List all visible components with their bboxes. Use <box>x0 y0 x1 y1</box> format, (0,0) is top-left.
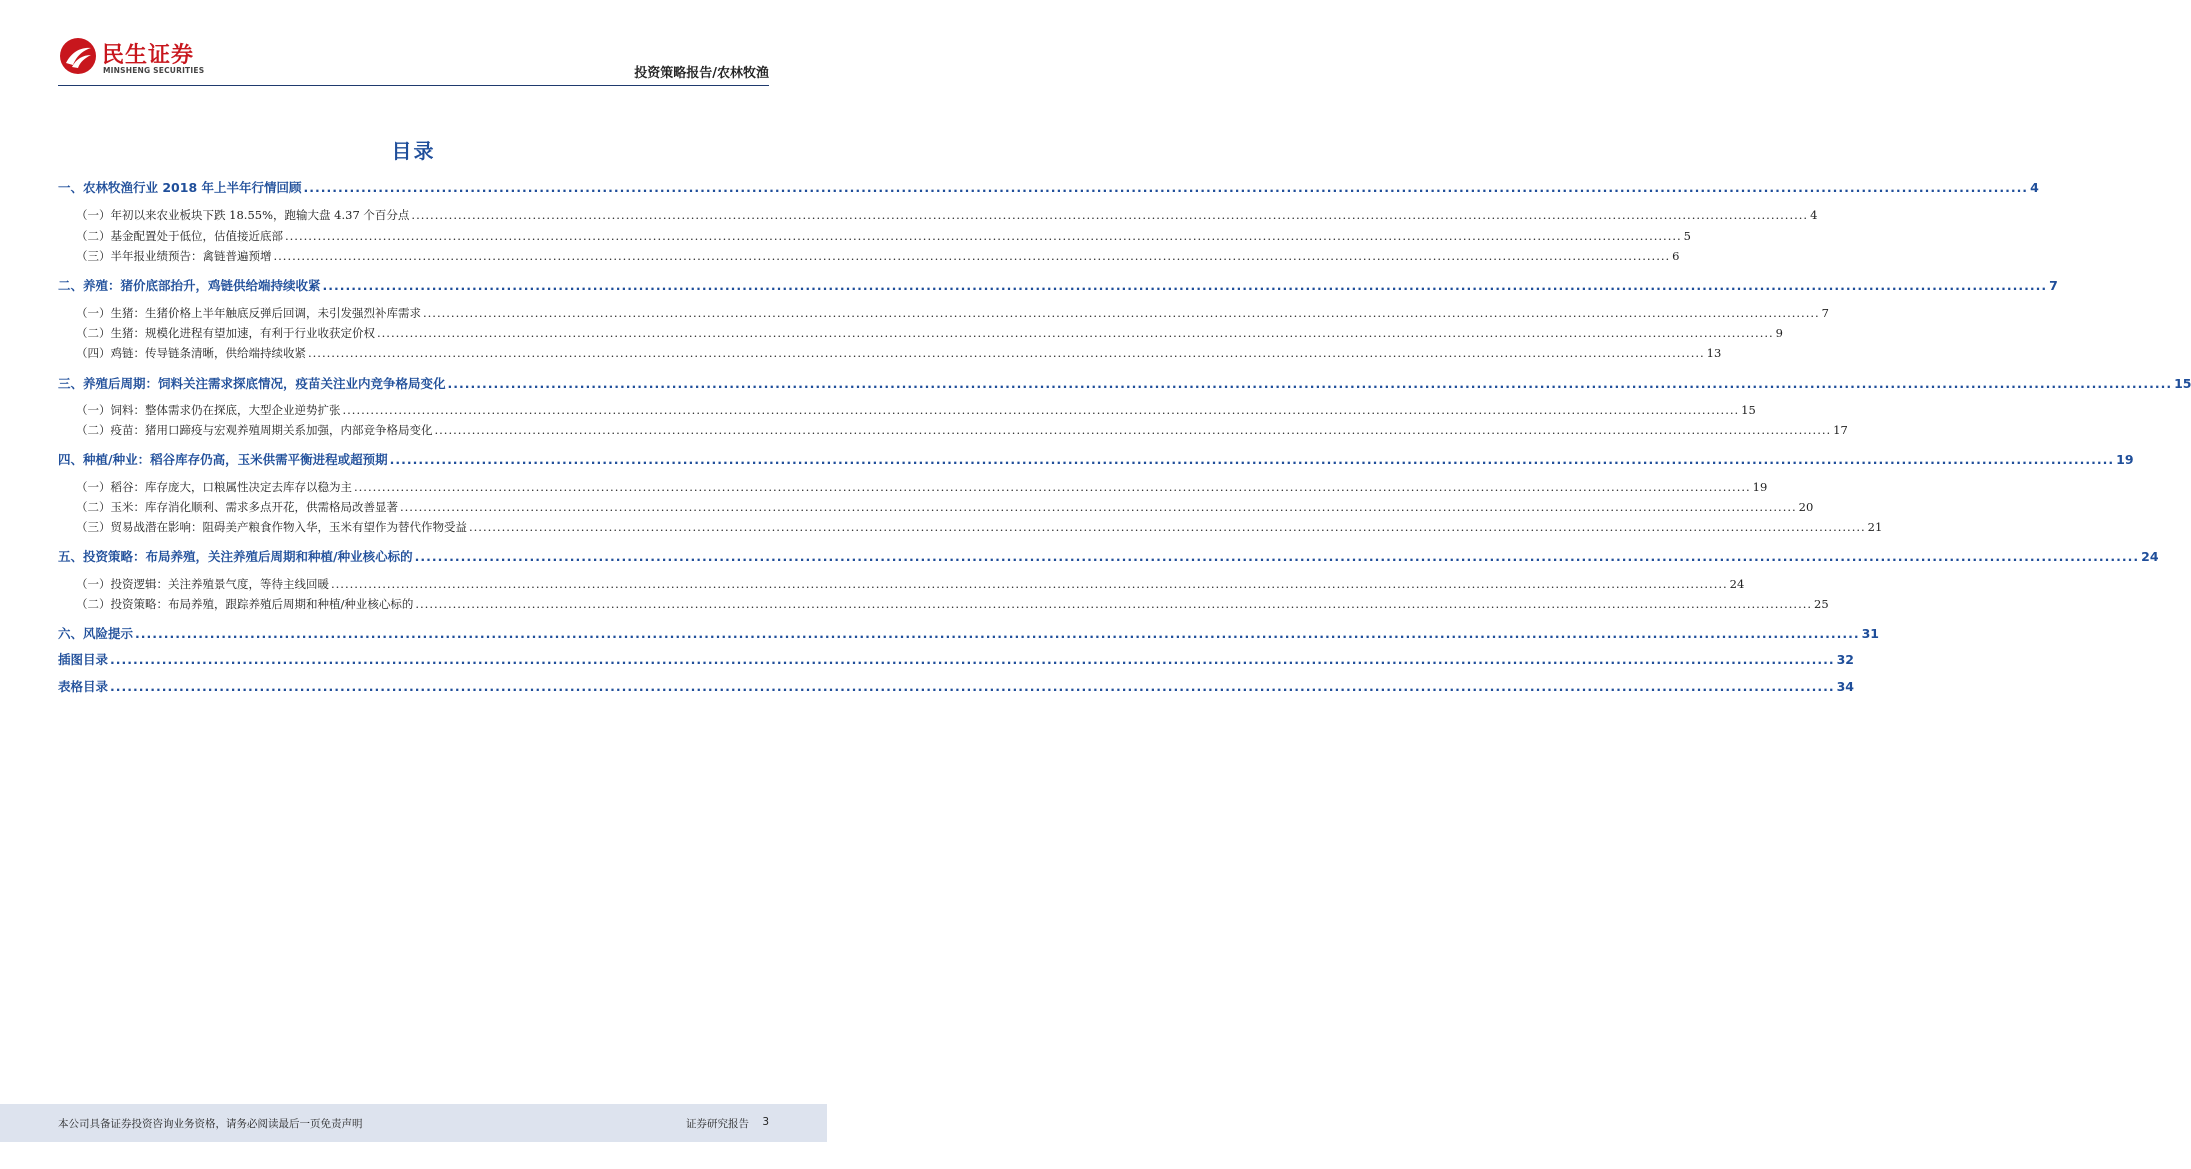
toc-entry-text: （二）基金配置处于低位，估值接近底部 <box>76 229 283 243</box>
toc-entry-page: 34 <box>1836 679 1854 694</box>
toc-entry-text: 六、风险提示 <box>58 626 134 641</box>
toc-leader-dots: ............................................................................................................................................................................................................................................................................................................ <box>377 326 1774 340</box>
toc-section-entry[interactable] <box>58 450 2134 468</box>
toc-leader-dots: ............................................................................................................................................................................................................................................................................................................ <box>423 306 1820 320</box>
toc-entry-page: 20 <box>1798 500 1814 514</box>
toc-leader-dots: ............................................................................................................................................................................................................................................................................................................ <box>273 249 1671 263</box>
toc-leader-dots: ............................................................................................................................................................................................................................................................................................................ <box>389 452 2115 467</box>
toc-entry-text: （一）年初以来农业板块下跌 18.55%，跑输大盘 4.37 个百分点 <box>76 208 410 222</box>
toc-entry-page: 13 <box>1706 346 1722 360</box>
toc-subsection-entry[interactable] <box>76 576 1745 592</box>
page-number: 3 <box>762 1116 769 1128</box>
toc-subsection-entry[interactable] <box>76 479 1768 495</box>
toc-leader-dots: ............................................................................................................................................................................................................................................................................................................ <box>400 500 1797 514</box>
toc-subsection-entry[interactable] <box>76 325 1783 341</box>
toc-entry-text: 二、养殖：猪价底部抬升，鸡链供给端持续收紧 <box>58 278 321 293</box>
toc-entry-page: 24 <box>2141 549 2159 564</box>
footer-label: 证券研究报告 <box>686 1118 749 1130</box>
toc-subsection-entry[interactable] <box>76 499 1814 515</box>
toc-entry-page: 19 <box>2116 452 2134 467</box>
toc-entry-text: （一）稻谷：库存庞大，口粮属性决定去库存以稳为主 <box>76 480 352 494</box>
toc-section-entry[interactable] <box>58 178 2039 196</box>
toc-subsection-entry[interactable] <box>76 596 1829 612</box>
toc-entry-page: 32 <box>1836 652 1854 667</box>
toc-entry-text: 插图目录 <box>58 652 109 667</box>
logo-english-name: MINSHENG SECURITIES <box>103 66 205 75</box>
toc-section-entry[interactable] <box>58 374 2191 392</box>
toc-subsection-entry[interactable] <box>76 345 1722 361</box>
toc-entry-page: 9 <box>1775 326 1783 340</box>
toc-entry-page: 25 <box>1814 597 1829 611</box>
toc-leader-dots: ............................................................................................................................................................................................................................................................................................................ <box>110 652 1835 667</box>
toc-entry-page: 17 <box>1833 423 1848 437</box>
toc-leader-dots: ............................................................................................................................................................................................................................................................................................................ <box>342 403 1740 417</box>
toc-leader-dots: ............................................................................................................................................................................................................................................................................................................ <box>434 423 1832 437</box>
toc-entry-page: 4 <box>1810 208 1818 222</box>
toc-leader-dots: ............................................................................................................................................................................................................................................................................................................ <box>285 229 1682 243</box>
toc-entry-page: 7 <box>2049 278 2058 293</box>
toc-entry-page: 6 <box>1672 249 1680 263</box>
toc-entry-page: 24 <box>1729 577 1745 591</box>
footer-disclaimer: 本公司具备证券投资咨询业务资格，请务必阅读最后一页免责声明 <box>58 1118 363 1130</box>
toc-entry-text: （三）半年报业绩预告：禽链普遍预增 <box>76 249 272 263</box>
toc-entry-text: 五、投资策略：布局养殖，关注养殖后周期和种植/种业核心标的 <box>58 549 413 564</box>
toc-subsection-entry[interactable] <box>76 248 1680 264</box>
toc-subsection-entry[interactable] <box>76 519 1883 535</box>
toc-entry-text: 三、养殖后周期：饲料关注需求探底情况，疫苗关注业内竞争格局变化 <box>58 376 446 391</box>
toc-subsection-entry[interactable] <box>76 207 1818 223</box>
toc-entry-page: 15 <box>2174 376 2191 391</box>
toc-entry-text: （四）鸡链：传导链条清晰，供给端持续收紧 <box>76 346 306 360</box>
toc-entry-page: 31 <box>1861 626 1879 641</box>
toc-subsection-entry[interactable] <box>76 228 1691 244</box>
toc-entry-page: 19 <box>1752 480 1768 494</box>
toc-leader-dots: ............................................................................................................................................................................................................................................................................................................ <box>411 208 1809 222</box>
toc-subsection-entry[interactable] <box>76 402 1756 418</box>
logo-chinese-name: 民生证券 <box>102 43 195 68</box>
toc-leader-dots: ............................................................................................................................................................................................................................................................................................................ <box>303 180 2029 195</box>
toc-leader-dots: ............................................................................................................................................................................................................................................................................................................ <box>469 520 1866 534</box>
toc-leader-dots: ............................................................................................................................................................................................................................................................................................................ <box>308 346 1705 360</box>
toc-leader-dots: ............................................................................................................................................................................................................................................................................................................ <box>322 278 2048 293</box>
toc-entry-text: 四、种植/种业：稻谷库存仍高，玉米供需平衡进程或超预期 <box>58 452 388 467</box>
toc-entry-text: （三）贸易战潜在影响：阻碍美产粮食作物入华，玉米有望作为替代作物受益 <box>76 520 467 534</box>
toc-entry-text: （二）投资策略：布局养殖，跟踪养殖后周期和种植/种业核心标的 <box>76 597 414 611</box>
toc-leader-dots: ............................................................................................................................................................................................................................................................................................................ <box>415 597 1813 611</box>
toc-entry-text: （二）生猪：规模化进程有望加速，有利于行业收获定价权 <box>76 326 375 340</box>
header-divider <box>58 85 769 86</box>
toc-leader-dots: ............................................................................................................................................................................................................................................................................................................ <box>135 626 1860 641</box>
toc-section-entry[interactable] <box>58 650 1854 668</box>
toc-entry-text: （二）疫苗：猪用口蹄疫与宏观养殖周期关系加强，内部竞争格局变化 <box>76 423 433 437</box>
toc-entry-page: 5 <box>1683 229 1691 243</box>
toc-entry-text: （一）生猪：生猪价格上半年触底反弹后回调，未引发强烈补库需求 <box>76 306 421 320</box>
page-footer <box>0 1104 827 1142</box>
toc-entry-text: 表格目录 <box>58 679 109 694</box>
toc-entry-text: 一、农林牧渔行业 2018 年上半年行情回顾 <box>58 180 302 195</box>
report-type: 投资策略报告/农林牧渔 <box>634 66 769 81</box>
toc-leader-dots: ............................................................................................................................................................................................................................................................................................................ <box>110 679 1835 694</box>
toc-leader-dots: ............................................................................................................................................................................................................................................................................................................ <box>331 577 1728 591</box>
toc-entry-text: （一）投资逻辑：关注养殖景气度，等待主线回暖 <box>76 577 329 591</box>
toc-entry-page: 21 <box>1867 520 1883 534</box>
toc-entry-page: 7 <box>1821 306 1829 320</box>
company-logo <box>58 36 208 78</box>
toc-entry-page: 4 <box>2030 180 2039 195</box>
toc-entry-text: （二）玉米：库存消化顺利、需求多点开花，供需格局改善显著 <box>76 500 398 514</box>
toc-section-entry[interactable] <box>58 677 1854 695</box>
page-header <box>0 0 827 90</box>
toc-leader-dots: ............................................................................................................................................................................................................................................................................................................ <box>414 549 2140 564</box>
toc-subsection-entry[interactable] <box>76 422 1848 438</box>
toc-section-entry[interactable] <box>58 624 1879 642</box>
toc-leader-dots: ............................................................................................................................................................................................................................................................................................................ <box>447 376 2173 391</box>
toc-leader-dots: ............................................................................................................................................................................................................................................................................................................ <box>354 480 1751 494</box>
toc-subsection-entry[interactable] <box>76 305 1829 321</box>
toc-entry-text: （一）饲料：整体需求仍在探底，大型企业逆势扩张 <box>76 403 341 417</box>
minsheng-logo-icon <box>58 36 98 76</box>
toc-title: 目录 <box>391 139 436 163</box>
toc-section-entry[interactable] <box>58 547 2159 565</box>
toc-section-entry[interactable] <box>58 276 2058 294</box>
toc-entry-page: 15 <box>1741 403 1756 417</box>
